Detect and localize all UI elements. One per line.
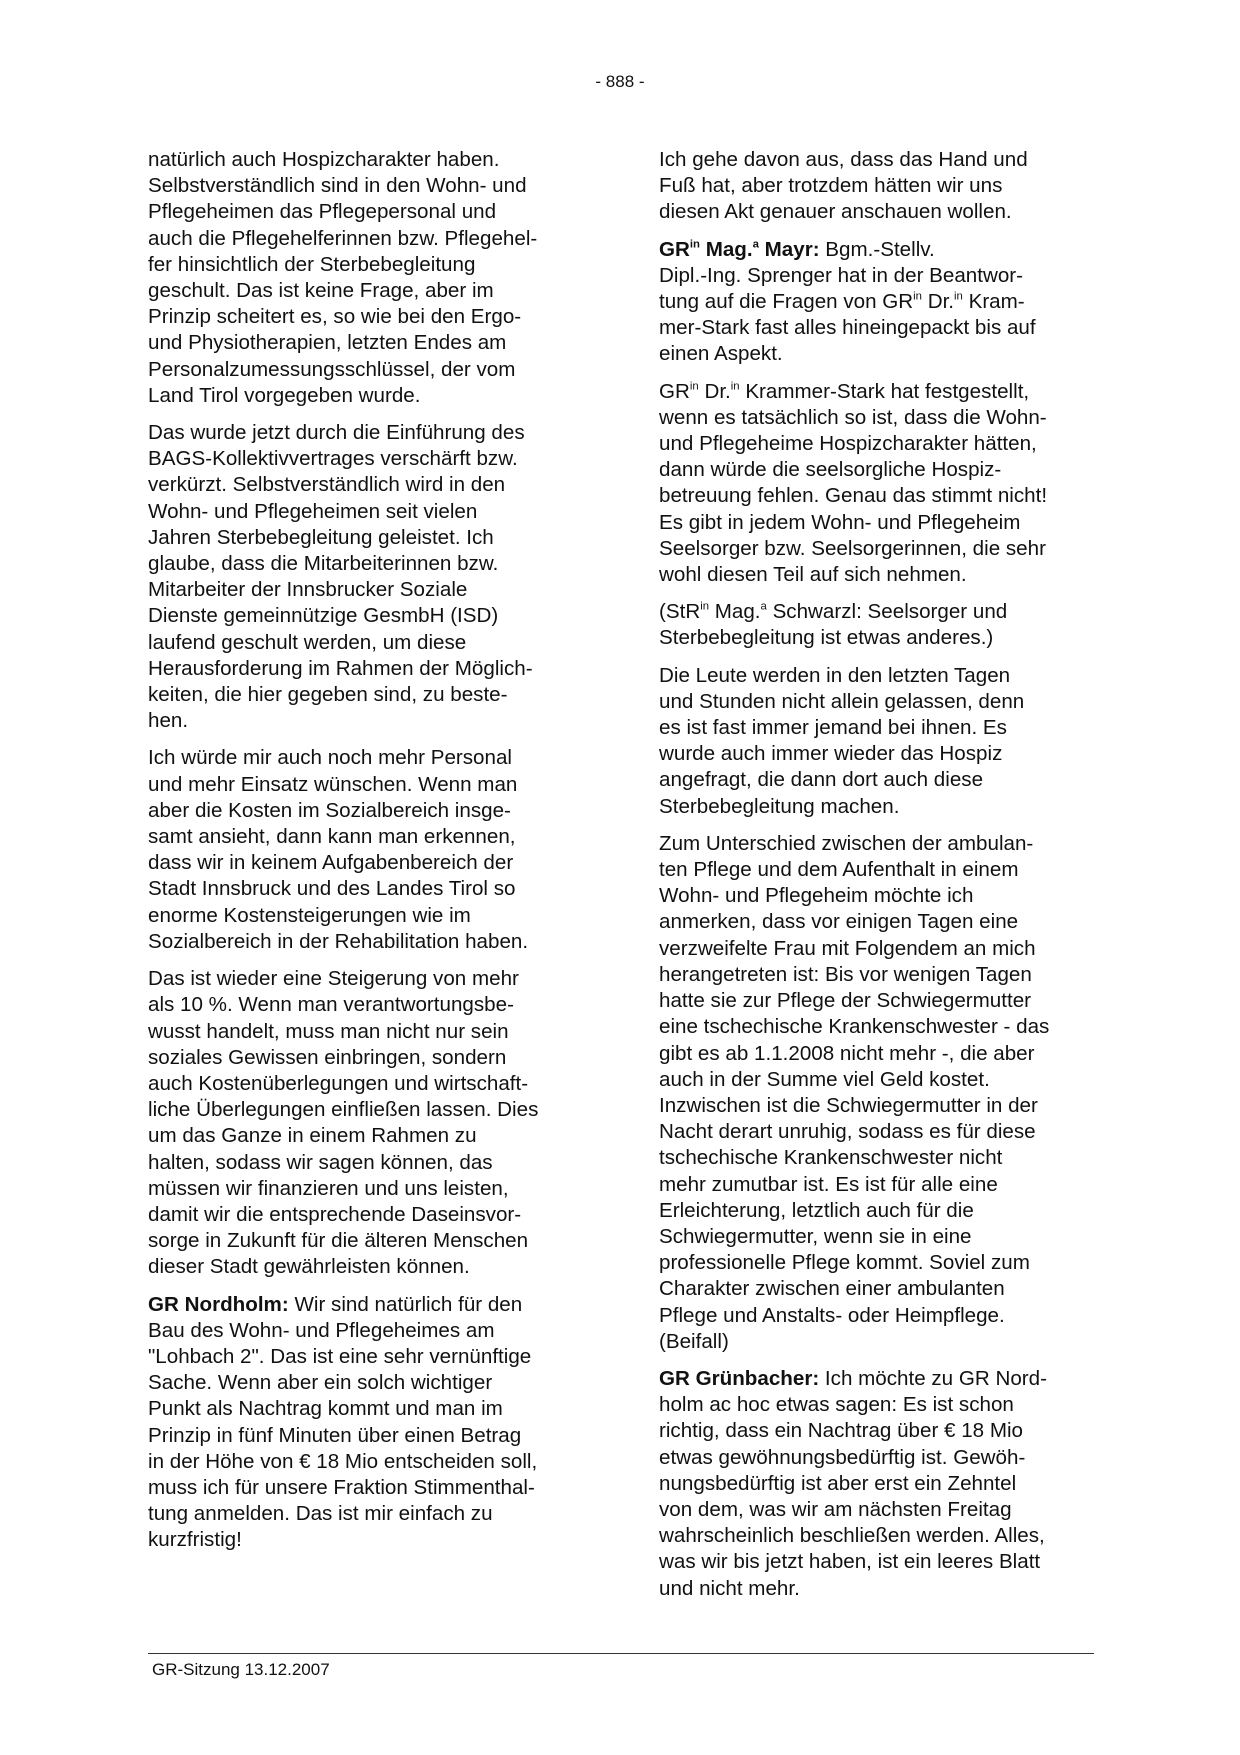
text-line: Jahren Sterbebegleitung geleistet. Ich <box>148 525 494 549</box>
text-line: Sozialbereich in der Rehabilitation haben. <box>148 929 529 953</box>
text-line: Dipl.-Ing. Sprenger hat in der Beantwor- <box>659 263 1024 287</box>
text-line: angefragt, die dann dort auch diese <box>659 768 984 792</box>
text-line: samt ansieht, dann kann man erkennen, <box>148 825 516 849</box>
text-line: "Lohbach 2". Das ist eine sehr vernünftige <box>148 1344 532 1368</box>
text-line: laufend geschult werden, um diese <box>148 630 467 654</box>
text-line: keiten, die hier gegeben sind, zu beste- <box>148 683 508 707</box>
text-fragment: tung auf die Fragen von GR <box>659 290 914 314</box>
text-line: Schwiegermutter, wenn sie in eine <box>659 1224 972 1248</box>
text-line: Das wurde jetzt durch die Einführung des <box>148 421 525 445</box>
speaker-name <box>659 238 820 261</box>
superscript: in <box>954 290 963 303</box>
superscript: in <box>700 600 710 613</box>
superscript: in <box>689 380 699 393</box>
text-line: tung anmelden. Das ist mir einfach zu <box>148 1502 493 1526</box>
text-line: in der Höhe von € 18 Mio entscheiden soll, <box>148 1449 538 1473</box>
paragraph <box>148 745 588 955</box>
interjection-paragraph <box>659 599 1099 651</box>
text-line: es ist fast immer jemand bei ihnen. Es <box>659 716 1007 740</box>
text-line: Selbstverständlich sind in den Wohn- und <box>148 174 527 198</box>
superscript: in <box>730 380 740 393</box>
text-fragment: GR <box>659 237 690 261</box>
paragraph <box>659 379 1099 589</box>
text-line: diesen Akt genauer anschauen wollen. <box>659 200 1012 224</box>
text-line: Das ist wieder eine Steigerung von mehr <box>148 967 519 991</box>
text-line: Sache. Wenn aber ein solch wichtiger <box>148 1371 493 1395</box>
paragraph <box>659 147 1099 226</box>
paragraph <box>148 966 588 1280</box>
text-line: Ich würde mir auch noch mehr Personal <box>148 746 512 770</box>
text-line: aber die Kosten im Sozialbereich insge- <box>148 798 511 822</box>
text-line: glaube, dass die Mitarbeiterinnen bzw. <box>148 552 499 576</box>
text-line: Wohn- und Pflegeheim möchte ich <box>659 884 974 908</box>
text-line: Mitarbeiter der Innsbrucker Soziale <box>148 578 468 602</box>
text-line: und Pflegeheime Hospizcharakter hätten, <box>659 432 1037 456</box>
text-line: wohl diesen Teil auf sich nehmen. <box>659 563 967 587</box>
text-line: Wohn- und Pflegeheimen seit vielen <box>148 499 478 523</box>
text-line: geschult. Das ist keine Frage, aber im <box>148 279 494 303</box>
text-line: Seelsorger bzw. Seelsorgerinnen, die sehr <box>659 536 1046 560</box>
text-line <box>659 289 1099 315</box>
superscript: a <box>760 600 767 613</box>
text-line: professionelle Pflege kommt. Soviel zum <box>659 1251 1030 1275</box>
text-line: ten Pflege und dem Aufenthalt in einem <box>659 858 1019 882</box>
text-line: auch in der Summe viel Geld kostet. <box>659 1067 990 1091</box>
left-column <box>148 147 588 1565</box>
paragraph <box>659 831 1099 1355</box>
paragraph <box>659 663 1099 820</box>
text-line: Pflege und Anstalts- oder Heimpflege. <box>659 1303 1005 1327</box>
text-line: als 10 %. Wenn man verantwortungsbe- <box>148 993 514 1017</box>
text-line: dieser Stadt gewährleisten können. <box>148 1255 470 1279</box>
text-line: (Beifall) <box>659 1329 729 1353</box>
text-line: Prinzip scheitert es, so wie bei den Ergo- <box>148 305 522 329</box>
speaker-name: GR Nordholm: <box>148 1292 289 1316</box>
text-line: Herausforderung im Rahmen der Möglich- <box>148 656 533 680</box>
speaker-name: GR Grünbacher: <box>659 1366 820 1390</box>
text-fragment: Bgm.-Stellv. <box>819 237 935 261</box>
superscript: in <box>913 290 922 303</box>
text-line: sorge in Zukunft für die älteren Menschen <box>148 1229 529 1253</box>
text-fragment: GR <box>659 379 690 403</box>
superscript: in <box>689 238 700 251</box>
text-fragment: Mayr: <box>758 237 820 261</box>
text-line: Stadt Innsbruck und des Landes Tirol so <box>148 877 516 901</box>
speaker-paragraph <box>148 1292 588 1554</box>
text-line: herangetreten ist: Bis vor wenigen Tagen <box>659 962 1032 986</box>
text-line: betreuung fehlen. Genau das stimmt nicht! <box>659 484 1048 508</box>
text-line: einen Aspekt. <box>659 342 783 366</box>
text-line: und Physiotherapien, letzten Endes am <box>148 331 507 355</box>
text-line: Punkt als Nachtrag kommt und man im <box>148 1397 503 1421</box>
text-line: und nicht mehr. <box>659 1576 800 1600</box>
footer-text: GR-Sitzung 13.12.2007 <box>152 1660 330 1679</box>
superscript: a <box>752 238 759 251</box>
text-line: muss ich für unsere Fraktion Stimmenthal- <box>148 1475 535 1499</box>
text-line: müssen wir finanzieren und uns leisten, <box>148 1176 509 1200</box>
text-line: Pflegeheimen das Pflegepersonal und <box>148 200 497 224</box>
text-line: richtig, dass ein Nachtrag über € 18 Mio <box>659 1419 1024 1443</box>
text-fragment: Dr. <box>698 379 731 403</box>
text-line: wurde auch immer wieder das Hospiz <box>659 742 1003 766</box>
text-line: verzweifelte Frau mit Folgendem an mich <box>659 936 1036 960</box>
text-line: von dem, was wir am nächsten Freitag <box>659 1497 1012 1521</box>
text-line: um das Ganze in einem Rahmen zu <box>148 1124 477 1148</box>
text-fragment: Mag. <box>709 600 761 624</box>
text-line: Es gibt in jedem Wohn- und Pflegeheim <box>659 510 1021 534</box>
text-line: Nacht derart unruhig, sodass es für diese <box>659 1120 1036 1144</box>
text-line: Sterbebegleitung machen. <box>659 794 900 818</box>
text-line: tschechische Krankenschwester nicht <box>659 1146 1003 1170</box>
text-line: kurzfristig! <box>148 1528 242 1552</box>
text-line: natürlich auch Hospizcharakter haben. <box>148 148 500 171</box>
text-line: Erleichterung, letztlich auch für die <box>659 1198 974 1222</box>
text-line <box>659 599 1099 625</box>
text-line: nungsbedürftig ist aber erst ein Zehntel <box>659 1471 1017 1495</box>
text-line: wusst handelt, muss man nicht nur sein <box>148 1019 509 1043</box>
text-line: Zum Unterschied zwischen der ambulan- <box>659 831 1034 855</box>
text-fragment: (StR <box>659 600 701 624</box>
text-line: soziales Gewissen einbringen, sondern <box>148 1045 507 1069</box>
text-line: holm ac hoc etwas sagen: Es ist schon <box>659 1393 1014 1417</box>
paragraph <box>148 420 588 734</box>
speaker-paragraph <box>659 237 1099 368</box>
text-line <box>148 1292 588 1318</box>
text-line: Personalzumessungsschlüssel, der vom <box>148 357 516 381</box>
text-line: wahrscheinlich beschließen werden. Alles, <box>659 1524 1045 1548</box>
text-fragment: Krammer-Stark hat festgestellt, <box>739 379 1030 403</box>
text-line: Fuß hat, aber trotzdem hätten wir uns <box>659 174 1003 198</box>
text-line: Prinzip in fünf Minuten über einen Betrag <box>148 1423 522 1447</box>
speaker-paragraph <box>659 1366 1099 1602</box>
text-line: verkürzt. Selbstverständlich wird in den <box>148 473 506 497</box>
text-line: halten, sodass wir sagen können, das <box>148 1150 493 1174</box>
paragraph <box>148 147 588 409</box>
text-line: hen. <box>148 709 189 733</box>
text-line: BAGS-Kollektivvertrages verschärft bzw. <box>148 447 518 471</box>
text-line: Inzwischen ist die Schwiegermutter in der <box>659 1093 1038 1117</box>
text-line: wenn es tatsächlich so ist, dass die Wohn- <box>659 405 1047 429</box>
page-number: - 888 - <box>595 72 645 91</box>
text-line: liche Überlegungen einfließen lassen. Dies <box>148 1098 539 1122</box>
text-line: enorme Kostensteigerungen wie im <box>148 903 471 927</box>
text-fragment: Kram- <box>962 290 1025 314</box>
text-line: mer-Stark fast alles hineingepackt bis auf <box>659 316 1036 340</box>
text-line: fer hinsichtlich der Sterbebegleitung <box>148 252 476 276</box>
text-fragment: Schwarzl: Seelsorger und <box>766 600 1008 624</box>
text-line: auch die Pflegehelferinnen bzw. Pflegehel- <box>148 226 538 250</box>
footer-divider <box>148 1653 1094 1654</box>
text-line <box>659 237 1099 263</box>
text-fragment: Dr. <box>921 290 955 314</box>
text-line: auch Kostenüberlegungen und wirtschaft- <box>148 1071 529 1095</box>
text-line: und mehr Einsatz wünschen. Wenn man <box>148 772 518 796</box>
text-line: anmerken, dass vor einigen Tagen eine <box>659 910 1019 934</box>
text-line: Charakter zwischen einer ambulanten <box>659 1277 1005 1301</box>
text-line: Die Leute werden in den letzten Tagen <box>659 663 1011 687</box>
text-line: damit wir die entsprechende Daseinsvor- <box>148 1202 522 1226</box>
text-line: und Stunden nicht allein gelassen, denn <box>659 689 1025 713</box>
text-line: Dienste gemeinnützige GesmbH (ISD) <box>148 604 499 628</box>
text-line: Sterbebegleitung ist etwas anderes.) <box>659 626 994 650</box>
text-line: dann würde die seelsorgliche Hospiz- <box>659 458 1002 482</box>
text-fragment: Ich möchte zu GR Nord- <box>819 1366 1047 1390</box>
text-line <box>659 379 1099 405</box>
text-line: hatte sie zur Pflege der Schwiegermutter <box>659 989 1032 1013</box>
text-line: Bau des Wohn- und Pflegeheimes am <box>148 1318 495 1342</box>
text-fragment: Mag. <box>699 237 753 261</box>
text-line: mehr zumutbar ist. Es ist für alle eine <box>659 1172 998 1196</box>
text-line <box>659 1366 1099 1392</box>
right-column <box>659 147 1099 1613</box>
text-line: Land Tirol vorgegeben wurde. <box>148 383 421 407</box>
text-line: Ich gehe davon aus, dass das Hand und <box>659 148 1028 171</box>
text-line: eine tschechische Krankenschwester - das <box>659 1015 1050 1039</box>
text-line: etwas gewöhnungsbedürftig ist. Gewöh- <box>659 1445 1026 1469</box>
text-fragment: Wir sind natürlich für den <box>288 1292 523 1316</box>
text-line: dass wir in keinem Aufgabenbereich der <box>148 851 514 875</box>
text-line: was wir bis jetzt haben, ist ein leeres Blatt <box>659 1550 1041 1574</box>
text-line: gibt es ab 1.1.2008 nicht mehr -, die aber <box>659 1041 1035 1065</box>
